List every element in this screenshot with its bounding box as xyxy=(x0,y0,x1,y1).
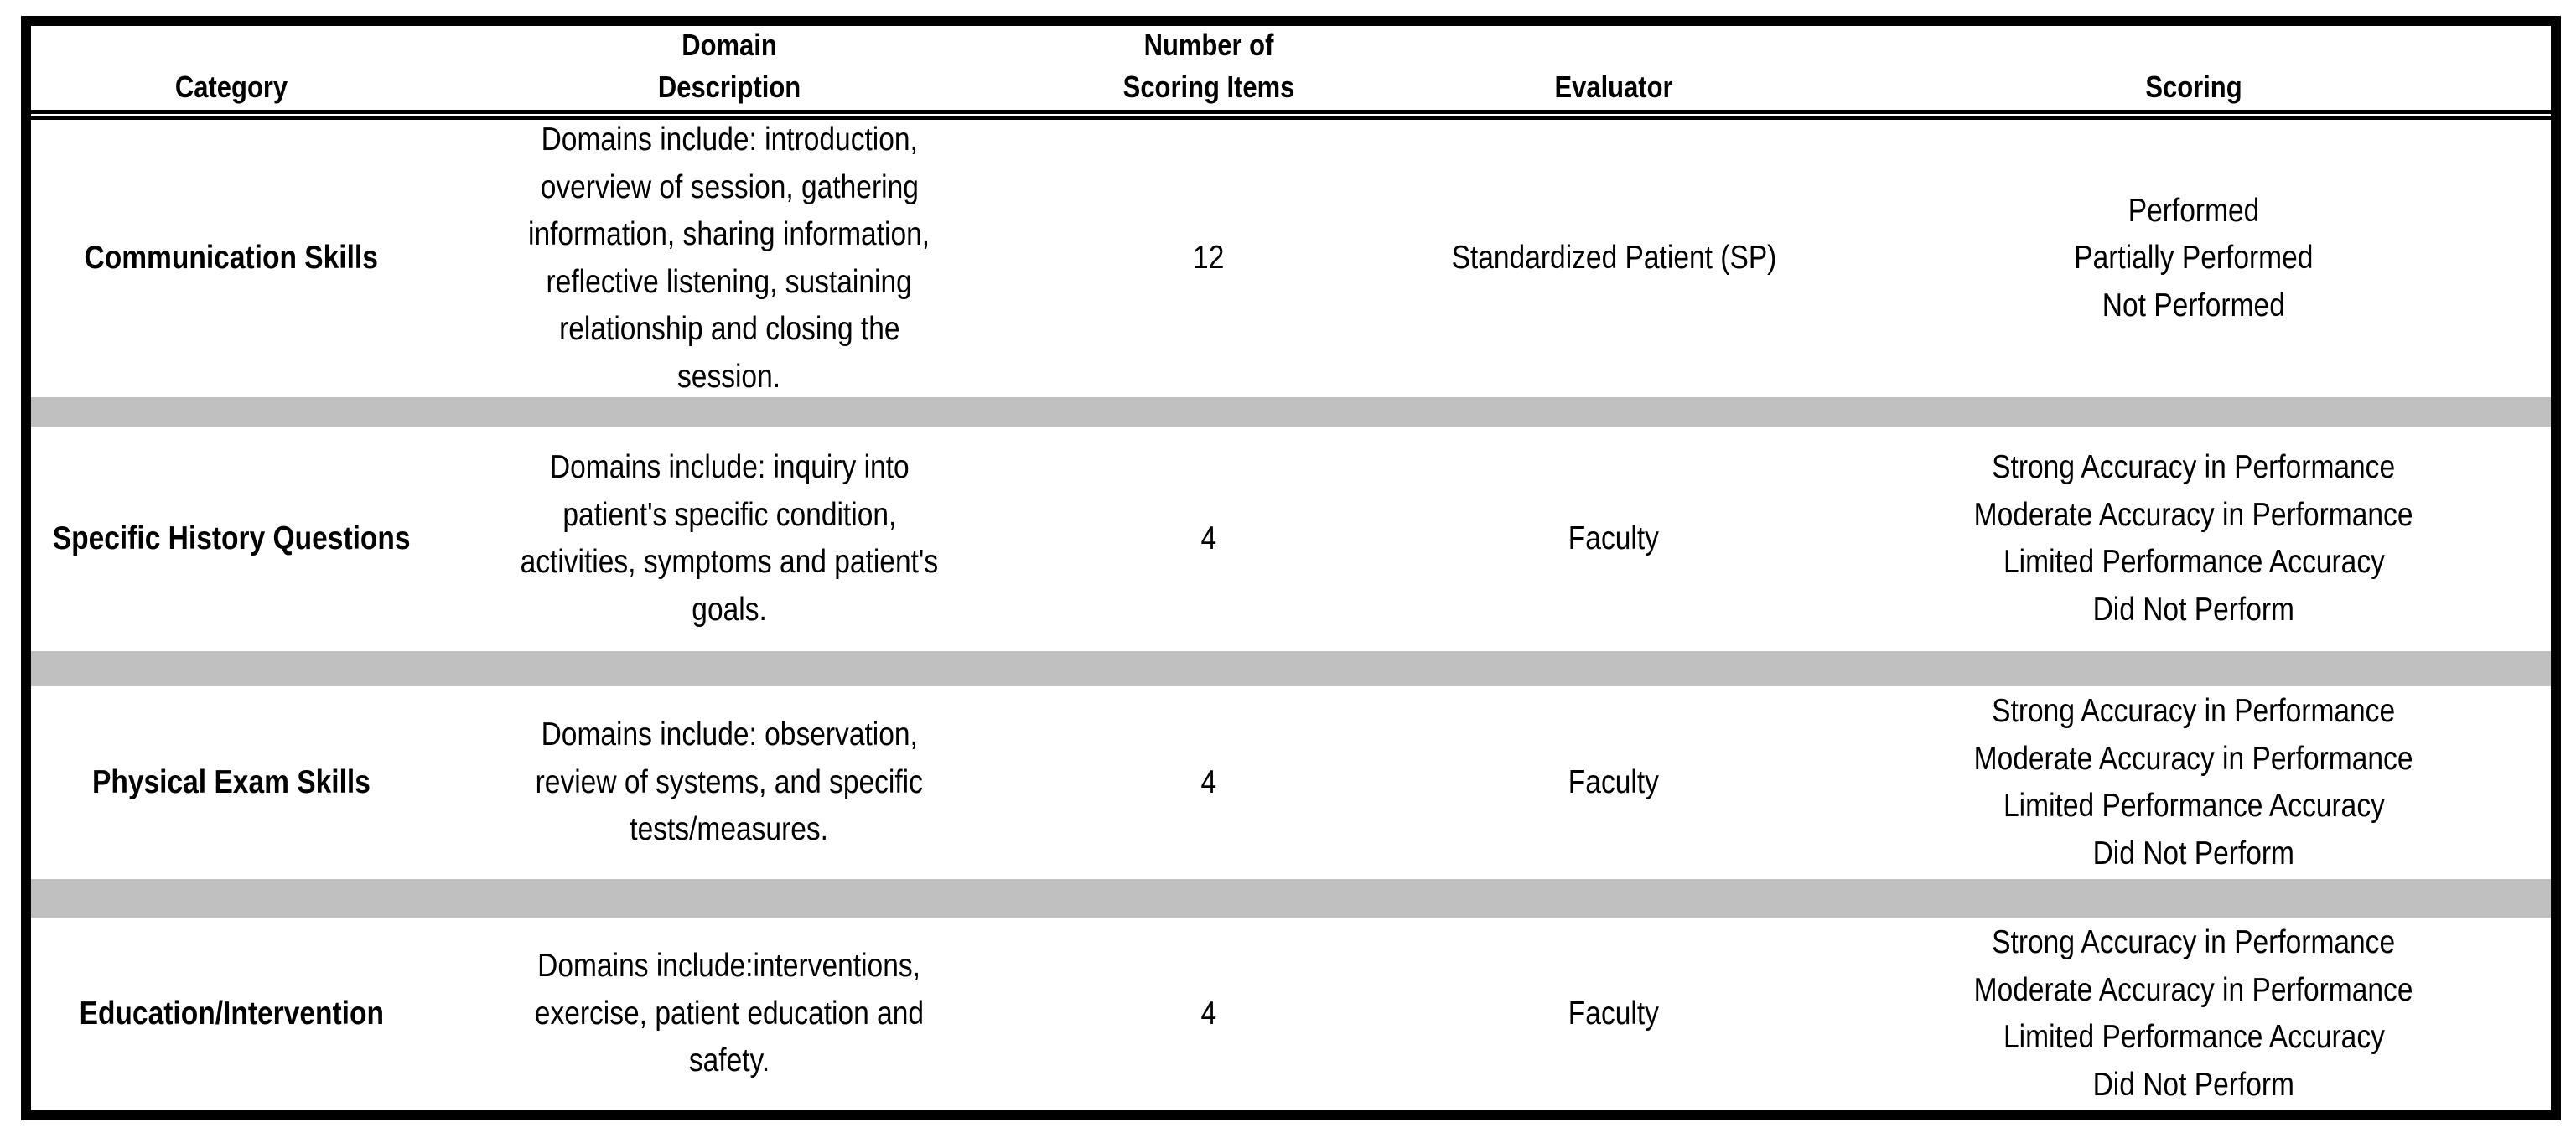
header-number-of-scoring-items-line-2: Scoring Items xyxy=(1122,70,1295,104)
description-line: Domains include: introduction, xyxy=(541,122,918,158)
scoring-option: Strong Accuracy in Performance xyxy=(1992,924,2396,960)
header-evaluator xyxy=(1391,26,1837,110)
header-number-of-scoring-items xyxy=(1027,26,1391,110)
scoring-option: Did Not Perform xyxy=(2092,835,2295,871)
description-line: patient's specific condition, xyxy=(562,496,896,533)
row-separator-band xyxy=(31,651,2551,686)
category-label: Communication Skills xyxy=(84,240,379,277)
category-label: Specific History Questions xyxy=(52,520,411,556)
category-label: Education/Intervention xyxy=(79,995,384,1032)
scoring-rubric-table xyxy=(21,16,2561,1120)
evaluator-value: Faculty xyxy=(1568,520,1660,556)
row-separator-band xyxy=(31,397,2551,427)
description-line: safety. xyxy=(688,1042,770,1079)
table-row xyxy=(31,918,2551,1110)
header-domain-description xyxy=(432,26,1027,110)
description-line: review of systems, and specific xyxy=(535,763,924,800)
description-line: session. xyxy=(677,358,781,395)
description-line: relationship and closing the xyxy=(558,311,900,347)
num-items-value: 12 xyxy=(1193,240,1225,277)
header-evaluator-label: Evaluator xyxy=(1554,70,1673,104)
num-items-cell xyxy=(1027,686,1391,879)
scoring-cell xyxy=(1837,686,2551,879)
scoring-option: Performed xyxy=(2128,192,2260,229)
scoring-option: Moderate Accuracy in Performance xyxy=(1974,496,2413,533)
num-items-value: 4 xyxy=(1200,520,1217,556)
header-divider-top xyxy=(31,110,2551,114)
category-label: Physical Exam Skills xyxy=(92,763,371,800)
table-row xyxy=(31,120,2551,397)
header-number-of-scoring-items-line-1: Number of xyxy=(1143,28,1274,62)
scoring-option: Strong Accuracy in Performance xyxy=(1992,693,2396,729)
evaluator-value: Standardized Patient (SP) xyxy=(1451,240,1776,277)
table-row xyxy=(31,427,2551,651)
category-cell xyxy=(31,427,432,651)
scoring-option: Did Not Perform xyxy=(2092,1066,2295,1103)
num-items-value: 4 xyxy=(1200,995,1217,1032)
table-header-row xyxy=(31,26,2551,110)
category-cell xyxy=(31,686,432,879)
description-line: Domains include:interventions, xyxy=(537,948,921,985)
description-line: tests/measures. xyxy=(630,811,829,848)
scoring-cell xyxy=(1837,918,2551,1110)
header-scoring-label: Scoring xyxy=(2145,70,2242,104)
evaluator-value: Faculty xyxy=(1568,995,1660,1032)
description-cell xyxy=(432,686,1027,879)
scoring-option: Not Performed xyxy=(2102,287,2286,323)
header-scoring xyxy=(1837,26,2551,110)
num-items-cell xyxy=(1027,427,1391,651)
scoring-option: Did Not Perform xyxy=(2092,591,2295,628)
scoring-cell xyxy=(1837,120,2551,397)
evaluator-cell xyxy=(1391,686,1837,879)
description-line: Domains include: observation, xyxy=(541,716,918,753)
table-row xyxy=(31,686,2551,879)
num-items-value: 4 xyxy=(1200,763,1217,800)
evaluator-value: Faculty xyxy=(1568,763,1660,800)
scoring-option: Limited Performance Accuracy xyxy=(2003,1019,2385,1055)
row-separator-band xyxy=(31,879,2551,918)
num-items-cell xyxy=(1027,120,1391,397)
description-line: exercise, patient education and xyxy=(534,995,925,1032)
category-cell xyxy=(31,918,432,1110)
description-cell xyxy=(432,427,1027,651)
description-line: goals. xyxy=(692,591,767,628)
scoring-option: Moderate Accuracy in Performance xyxy=(1974,971,2413,1008)
description-line: Domains include: inquiry into xyxy=(549,449,910,485)
header-category-label: Category xyxy=(174,70,288,104)
evaluator-cell xyxy=(1391,120,1837,397)
description-line: overview of session, gathering xyxy=(540,168,919,205)
num-items-cell xyxy=(1027,918,1391,1110)
description-cell xyxy=(432,918,1027,1110)
category-cell xyxy=(31,120,432,397)
header-domain-description-line-1: Domain xyxy=(682,28,777,62)
description-line: activities, symptoms and patient's xyxy=(520,544,939,580)
description-line: reflective listening, sustaining xyxy=(546,263,913,300)
evaluator-cell xyxy=(1391,918,1837,1110)
description-cell xyxy=(432,120,1027,397)
scoring-option: Limited Performance Accuracy xyxy=(2003,788,2385,824)
scoring-option: Strong Accuracy in Performance xyxy=(1992,449,2396,485)
header-domain-description-line-2: Description xyxy=(657,70,801,104)
scoring-cell xyxy=(1837,427,2551,651)
scoring-option: Moderate Accuracy in Performance xyxy=(1974,740,2413,777)
description-line: information, sharing information, xyxy=(528,216,930,252)
header-category xyxy=(31,26,432,110)
scoring-option: Partially Performed xyxy=(2074,240,2314,277)
scoring-option: Limited Performance Accuracy xyxy=(2003,544,2385,580)
evaluator-cell xyxy=(1391,427,1837,651)
